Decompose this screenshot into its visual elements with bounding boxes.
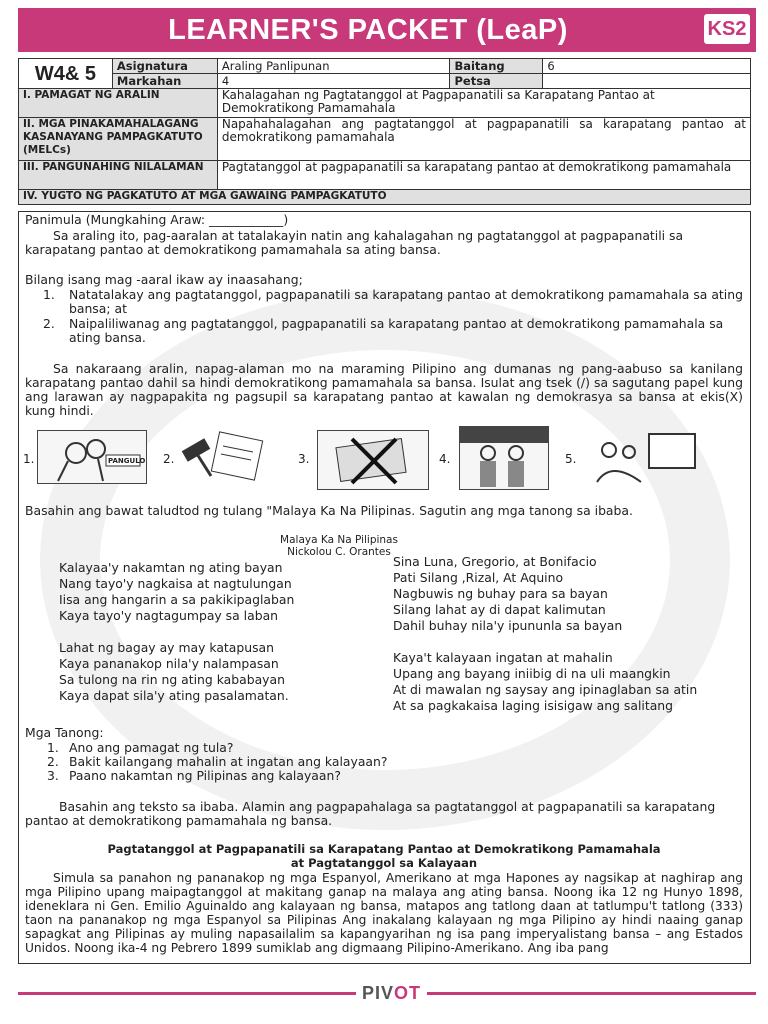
- poem-line: Nang tayo'y nagkaisa at nagtulungan: [59, 576, 292, 591]
- poem-line: Sina Luna, Gregorio, at Bonifacio: [393, 554, 597, 569]
- poem-title: Malaya Ka Na Pilipinas: [280, 534, 398, 546]
- poem-line: Sa tulong na rin ng ating kababayan: [59, 672, 285, 687]
- poem-line: Upang ang bayang iniibig di na uli maangkin: [393, 666, 671, 681]
- poem-line: Iisa ang hangarin a sa pakikipaglaban: [59, 592, 295, 607]
- poem-line: [59, 624, 319, 640]
- list-item: 2. Bakit kailangang mahalin at ingatan ang kalayaan?: [47, 754, 388, 769]
- poem-line: Kaya tayo'y nagtagumpay sa laban: [59, 608, 279, 623]
- gavel-icon: [175, 430, 281, 484]
- questions-list: [47, 741, 647, 783]
- pangulo-label: PANGULO: [108, 457, 146, 465]
- poem-line: Kaya dapat sila'y ating pasalamatan.: [59, 688, 289, 703]
- picture-number: 1.: [23, 452, 35, 466]
- baitang-value: 6: [543, 59, 751, 74]
- poem-line: At sa pagkakaisa laging isisigaw ang salitang: [393, 698, 674, 713]
- panimula: Panimula (Mungkahing Araw: ____________): [25, 212, 289, 227]
- poem-line: At di mawalan ng saysay ang ipinaglaban sa atin: [393, 682, 698, 697]
- poem-left-column: [59, 560, 319, 704]
- header-banner: [18, 8, 756, 52]
- picture-number: 5.: [565, 452, 577, 466]
- picture-number: 4.: [439, 452, 451, 466]
- poem-author: Nickolou C. Orantes: [287, 546, 391, 558]
- article-body: Simula sa panahon ng pananakop ng mga Espanyol, Amerikano at mga Hapones ay nagsikap at naghirap ang mga Pilipino upang maipagtanggol at makitang ganap na malaya ang ating bansa. Noong ika 12 ng Hunyo 1898, ideneklara ni Gen. Emilio Aguinaldo ang kalayaan ng bansa, matapos ang tatlong daan at tatlumpu't tatlong (333) taon na pananakop ng mga Espanyol sa Pilipinas Ang inakalang kalayaan ng mga Pilipino ay hindi naaing ganap sapagkat ang Pilipinas ay muling napasailalim sa kapangyarihan ng isa pang imperyalistang bansa – ang Estados Unidos. Noong ika-4 ng Pebrero 1899 sumiklab ang digmaang Pilipino-Amerikano. Ang iba pang: [25, 871, 743, 955]
- section-1-label: I. PAMAGAT NG ARALIN: [19, 89, 218, 118]
- family-tv-icon: [591, 430, 699, 486]
- objectives-list: [43, 288, 743, 345]
- poem-line: Kalayaa'y nakamtan ng ating bayan: [59, 560, 283, 575]
- list-item: 1. Natatalakay ang pagtatanggol, pagpapanatili sa karapatang pantao at demokratikong pamamahala sa ating bansa; at: [43, 287, 743, 316]
- picture-number: 2.: [163, 452, 175, 466]
- asignatura-value: Araling Panlipunan: [217, 59, 450, 74]
- picture-4: [459, 426, 549, 490]
- cross-mark-icon: [318, 431, 428, 489]
- list-item: 2. Naipaliliwanag ang pagtatanggol, pagpapanatili sa karapatang pantao at demokratikong pamamahala sa ating bansa.: [43, 316, 724, 345]
- ks-badge: KS2: [704, 14, 750, 44]
- packet-title: LEARNER'S PACKET (LeaP): [168, 14, 568, 46]
- read-instructions: Basahin ang teksto sa ibaba. Alamin ang pagpapahalaga sa pagtatanggol at pagpapanatili sa karapatang pantao at demokratikong pamamahala ng bansa.: [25, 799, 716, 828]
- picture-5: [591, 430, 699, 486]
- poem-line: Silang lahat ay di dapat kalimutan: [393, 602, 606, 617]
- picture-1: [37, 430, 147, 484]
- expectation-lead: Bilang isang mag -aaral ikaw ay inaasahang;: [25, 272, 303, 287]
- poem-line: Kaya pananakop nila'y nalampasan: [59, 656, 279, 671]
- article-title-line-1: Pagtatanggol at Pagpapanatili sa Karapatang Pantao at Demokratikong Pamamahala: [107, 842, 661, 856]
- section-3-label: III. PANGUNAHING NILALAMAN: [19, 161, 218, 190]
- markahan-label: Markahan: [112, 74, 217, 89]
- intro-paragraph: Sa araling ito, pag-aaralan at tatalakayin natin ang kahalagahan ng pagtatanggol at pagpapanatili sa karapatang pantao at demokratikong pamamahala sa ating bansa.: [25, 228, 684, 257]
- poem-line: Dahil buhay nila'y ipununla sa bayan: [393, 618, 623, 633]
- section-2-label: II. MGA PINAKAMAHALAGANG KASANAYANG PAMPAGKATUTO (MELCs): [19, 118, 218, 161]
- article-title-line-2: at Pagtatanggol sa Kalayaan: [290, 856, 478, 870]
- petsa-value[interactable]: [543, 74, 751, 89]
- section-1-text: Kahalagahan ng Pagtatanggol at Pagpapanatili sa Karapatang Pantao at Demokratikong Pamamahala: [217, 89, 750, 118]
- poem-instruction: Basahin ang bawat taludtod ng tulang "Malaya Ka Na Pilipinas. Sagutin ang mga tanong sa ibaba.: [25, 503, 633, 518]
- section-3-text: Pagtatanggol at pagpapanatili sa karapatang pantao at demokratikong pamamahala: [217, 161, 750, 190]
- info-table: [18, 58, 751, 205]
- poem-right-column: [393, 554, 733, 714]
- section-2-text: Napahahalagahan ang pagtatanggol at pagpapanatili sa karapatang pantao at demokratikong pamamahala: [217, 118, 750, 161]
- poem-line: Kaya't kalayaan ingatan at mahalin: [393, 650, 613, 665]
- petsa-label: Petsa: [450, 74, 543, 89]
- poem-line: Lahat ng bagay ay may katapusan: [59, 640, 275, 655]
- picture-number: 3.: [298, 452, 310, 466]
- pivot-logo: PIVOT: [356, 983, 427, 1004]
- markahan-value: 4: [217, 74, 450, 89]
- picture-2: [175, 430, 281, 484]
- week-label: W4& 5: [19, 59, 113, 89]
- questions-title: Mga Tanong:: [25, 725, 104, 740]
- section-4-title: IV. YUGTO NG PAGKATUTO AT MGA GAWAING PAMPAGKATUTO: [19, 190, 751, 205]
- soldiers-icon: [460, 427, 548, 489]
- poem-line: Nagbuwis ng buhay para sa bayan: [393, 586, 608, 601]
- poem-line: [393, 634, 733, 650]
- activity-instructions: Sa nakaraang aralin, napag-alaman mo na maraming Pilipino ang dumanas ng pang-aabuso sa kanilang karapatang pantao dahil sa hindi demokratikong pamamahala sa bansa. Isulat ang tsek (/) sa sagutang papel kung ang larawan ay nagpapakita ng pagsupil sa karapatang pantao at kawalan ng demokrasya sa bansa at ekis(X) kung hindi.: [25, 361, 743, 418]
- learning-content: [18, 211, 751, 964]
- baitang-label: Baitang: [450, 59, 543, 74]
- list-item: 3. Paano nakamtan ng Pilipinas ang kalayaan?: [47, 768, 341, 783]
- asignatura-label: Asignatura: [112, 59, 217, 74]
- list-item: 1. Ano ang pamagat ng tula?: [47, 740, 234, 755]
- poem-line: Pati Silang ,Rizal, At Aquino: [393, 570, 564, 585]
- picture-3: [317, 430, 429, 490]
